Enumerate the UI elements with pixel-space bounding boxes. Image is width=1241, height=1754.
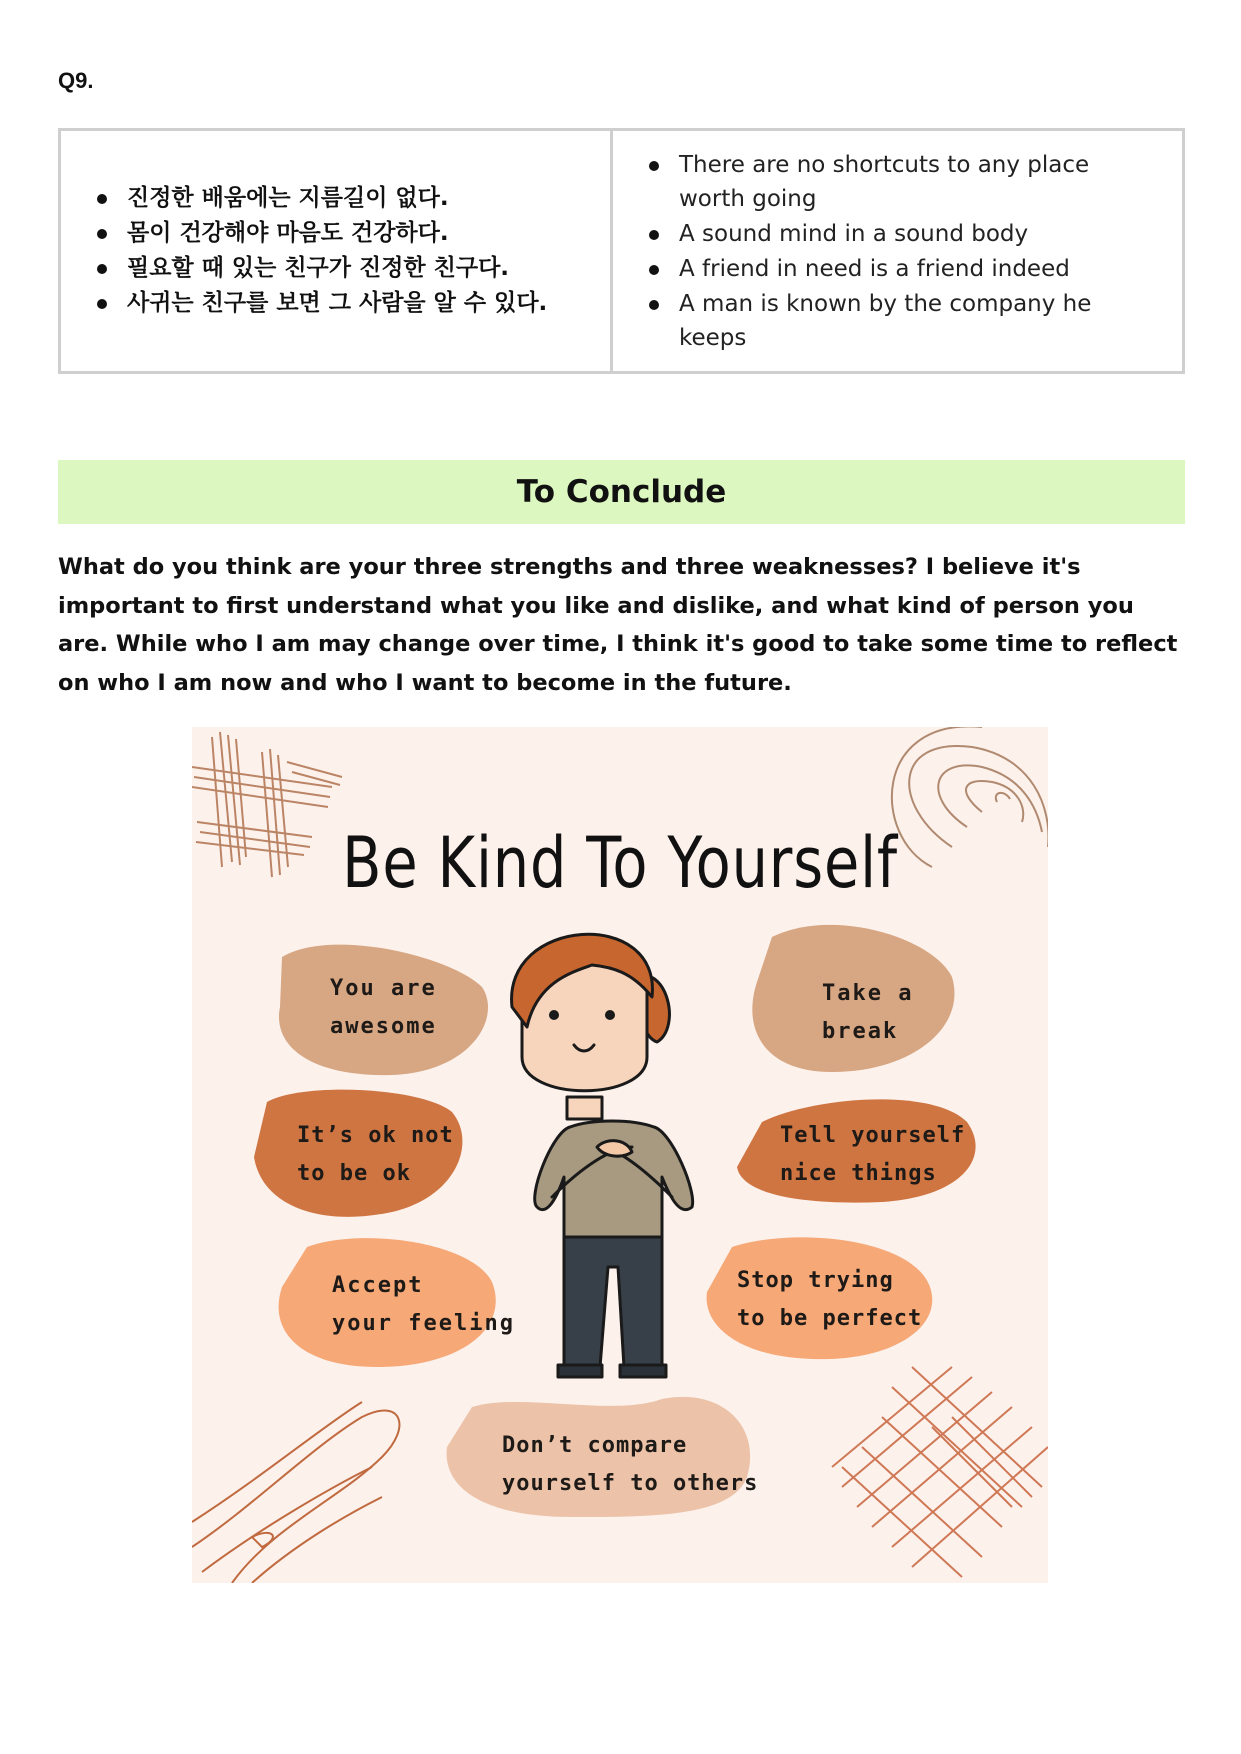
message-tell-yourself-nice-things: Tell yourself nice things: [780, 1123, 966, 1186]
conclusion-paragraph: What do you think are your three strengths and three weaknesses? I believe it's important to first understand what you like and dislike, and what kind of person you are. While who I am may change over time, I think it's good to take some time to reflect on who I am now and who I want to become in the future.: [58, 554, 1178, 696]
message-dont-compare: Don’t compare yourself to others: [502, 1433, 759, 1496]
message-take-a-break: Take a break: [822, 981, 914, 1044]
korean-proverb-list: [93, 181, 547, 321]
english-proverb-list: [645, 147, 1162, 356]
korean-proverb-column: [61, 131, 613, 371]
english-proverb-item: A sound mind in a sound body: [645, 217, 1162, 251]
korean-proverb-item: 진정한 배움에는 지름길이 없다.: [93, 181, 547, 216]
section-title: To Conclude: [516, 474, 727, 510]
english-proverb-item: There are no shortcuts to any place worth going: [645, 148, 1162, 216]
section-header: [58, 460, 1185, 524]
character-illustration: [512, 934, 693, 1377]
topo-decoration-bottom-left: [192, 1402, 399, 1583]
question-label: Q9.: [58, 68, 94, 93]
message-you-are-awesome: You are awesome: [330, 976, 437, 1039]
message-its-ok-not-to-be-ok: It’s ok not to be ok: [297, 1123, 454, 1186]
english-proverb-item: A man is known by the company he keeps: [645, 287, 1162, 355]
korean-proverb-item: 사귀는 친구를 보면 그 사람을 알 수 있다.: [93, 286, 547, 321]
proverb-table: [58, 128, 1185, 374]
korean-proverb-item: 몸이 건강해야 마음도 건강하다.: [93, 216, 547, 251]
be-kind-poster: [192, 727, 1048, 1583]
english-proverb-column: [613, 131, 1182, 371]
korean-proverb-item: 필요할 때 있는 친구가 진정한 친구다.: [93, 251, 547, 286]
message-accept-your-feeling: Accept your feeling: [332, 1273, 515, 1336]
english-proverb-item: A friend in need is a friend indeed: [645, 252, 1162, 286]
hatch-decoration-bottom-right: [832, 1367, 1048, 1577]
poster-title: Be Kind To Yourself: [342, 822, 898, 904]
message-stop-trying-to-be-perfect: Stop trying to be perfect: [737, 1268, 923, 1331]
